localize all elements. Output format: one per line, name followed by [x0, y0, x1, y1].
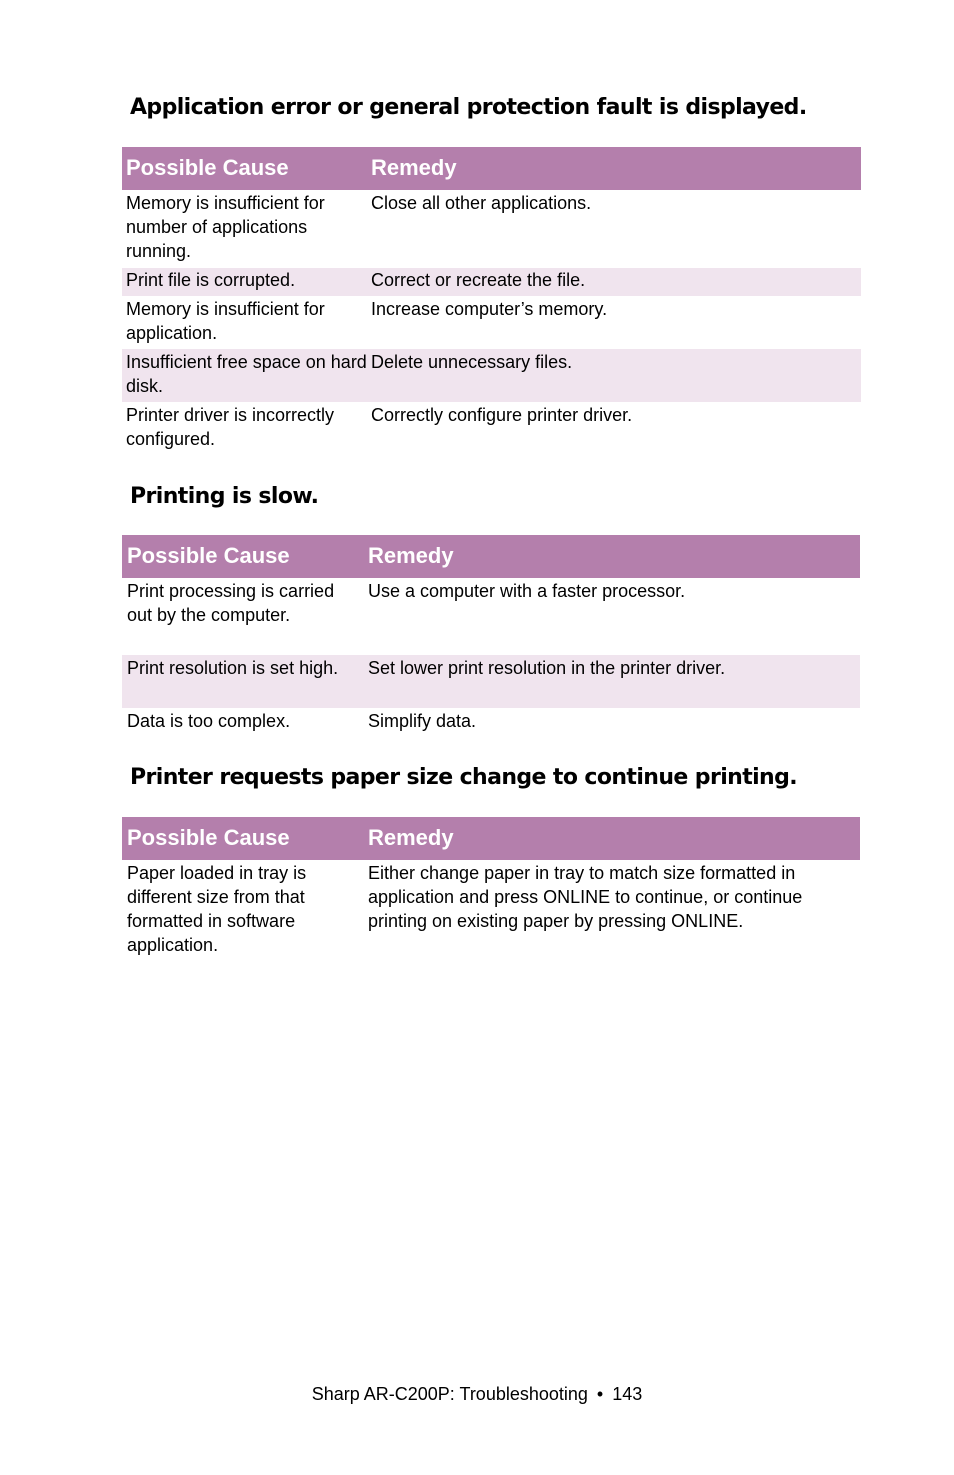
remedy-cell: Simplify data. [368, 711, 477, 731]
table-row [122, 402, 861, 456]
troubleshooting-table [122, 147, 861, 456]
remedy-cell: Correct or recreate the file. [371, 270, 586, 290]
header-remedy: Remedy [371, 154, 457, 180]
footer-title: Sharp AR-C200P: Troubleshooting [311, 1384, 588, 1404]
remedy-cell: Use a computer with a faster processor. [368, 581, 686, 601]
cause-cell: Insufficient free space on hard disk. [126, 352, 367, 396]
troubleshooting-table [122, 535, 860, 738]
header-possible-cause: Possible Cause [127, 542, 290, 568]
section-heading: Application error or general protection fault is displayed. [130, 95, 807, 120]
cause-cell: Printer driver is incorrectly configured. [126, 405, 335, 449]
footer-separator: • [596, 1384, 604, 1404]
table-row [122, 190, 861, 268]
table-row [122, 655, 860, 708]
table-row [122, 860, 860, 964]
page-footer [0, 1382, 954, 1406]
table-header [122, 535, 860, 578]
section-heading: Printing is slow. [130, 484, 319, 509]
header-remedy: Remedy [368, 542, 454, 568]
table-row [122, 349, 861, 402]
cause-cell: Data is too complex. [127, 711, 291, 731]
remedy-cell: Correctly configure printer driver. [371, 405, 633, 425]
page-number: 143 [612, 1384, 643, 1404]
cause-cell: Print file is corrupted. [126, 270, 296, 290]
table-row [122, 268, 861, 296]
cause-cell: Print resolution is set high. [127, 658, 339, 678]
remedy-cell: Set lower print resolution in the printer driver. [368, 658, 726, 678]
section-heading: Printer requests paper size change to continue printing. [130, 765, 798, 790]
remedy-cell: Increase computer’s memory. [371, 299, 608, 319]
table-header [122, 817, 860, 860]
cause-cell: Paper loaded in tray is different size from that formatted in software application. [127, 863, 307, 955]
header-possible-cause: Possible Cause [126, 154, 289, 180]
cause-cell: Memory is insufficient for application. [126, 299, 325, 343]
remedy-cell: Either change paper in tray to match size formatted in application and press ONLINE to continue, or continue printing on existing paper by pressing ONLINE. [368, 863, 803, 931]
table-row [122, 296, 861, 349]
header-possible-cause: Possible Cause [127, 824, 290, 850]
cause-cell: Print processing is carried out by the computer. [127, 581, 335, 625]
remedy-cell: Delete unnecessary files. [371, 352, 573, 372]
troubleshooting-table [122, 817, 860, 964]
header-remedy: Remedy [368, 824, 454, 850]
remedy-cell: Close all other applications. [371, 193, 592, 213]
table-row [122, 708, 860, 738]
cause-cell: Memory is insufficient for number of applications running. [126, 193, 325, 261]
table-row [122, 578, 860, 655]
table-header [122, 147, 861, 190]
